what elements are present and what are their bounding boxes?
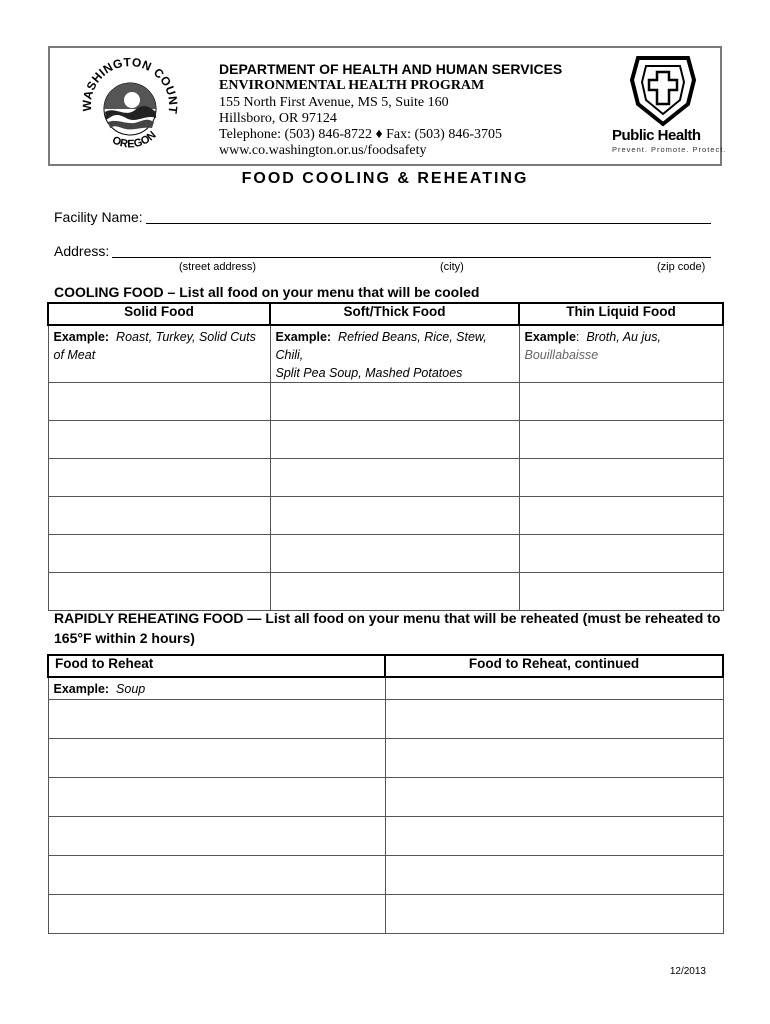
table-cell[interactable] bbox=[385, 894, 723, 933]
example-cell-soft bbox=[270, 325, 519, 383]
table-cell[interactable] bbox=[48, 535, 270, 573]
reheating-section-title: RAPIDLY REHEATING FOOD — List all food on your menu that will be reheated (must be reheated to bbox=[54, 610, 721, 626]
facility-name-field[interactable] bbox=[146, 223, 711, 224]
washington-county-logo bbox=[80, 52, 180, 157]
table-row bbox=[48, 535, 723, 573]
table-cell[interactable] bbox=[385, 699, 723, 738]
city-state: Hillsboro, OR 97124 bbox=[219, 111, 337, 126]
column-header-thin-liquid-food: Thin Liquid Food bbox=[519, 303, 723, 325]
cooling-section-title: COOLING FOOD – List all food on your menu that will be cooled bbox=[54, 284, 480, 300]
table-cell[interactable] bbox=[270, 497, 519, 535]
example-value: Split Pea Soup, Mashed Potatoes bbox=[275, 366, 463, 380]
table-cell[interactable] bbox=[48, 573, 270, 611]
example-value: Soup bbox=[116, 682, 146, 696]
example-cell-reheat bbox=[48, 677, 385, 699]
example-value: Broth, Au jus, bbox=[586, 330, 661, 344]
address-field[interactable] bbox=[112, 257, 711, 258]
facility-name-label: Facility Name: bbox=[54, 209, 143, 225]
program-name: ENVIRONMENTAL HEALTH PROGRAM bbox=[219, 78, 485, 93]
table-cell[interactable] bbox=[270, 573, 519, 611]
public-health-logo bbox=[608, 54, 727, 154]
table-row bbox=[48, 738, 723, 777]
logo-text-bottom: OREGON bbox=[110, 129, 159, 151]
example-label: Example: bbox=[53, 682, 110, 696]
example-label: Example: bbox=[275, 330, 332, 344]
public-health-title: Public Health bbox=[612, 127, 701, 144]
form-title: FOOD COOLING & REHEATING bbox=[241, 170, 529, 187]
address-label: Address: bbox=[54, 243, 110, 259]
reheating-header-row bbox=[48, 655, 723, 677]
table-cell[interactable] bbox=[48, 777, 385, 816]
website: www.co.washington.or.us/foodsafety bbox=[219, 143, 427, 158]
example-cell-solid bbox=[48, 325, 270, 383]
table-cell[interactable] bbox=[48, 421, 270, 459]
table-row bbox=[48, 383, 723, 421]
column-header-food-to-reheat: Food to Reheat bbox=[48, 655, 385, 677]
phone-fax: Telephone: (503) 846-8722 ♦ Fax: (503) 846-3705 bbox=[219, 127, 503, 142]
reheating-table bbox=[47, 654, 724, 934]
table-cell[interactable] bbox=[519, 497, 723, 535]
cooling-header-row bbox=[48, 303, 723, 325]
table-cell[interactable] bbox=[519, 573, 723, 611]
table-cell[interactable] bbox=[48, 816, 385, 855]
table-cell[interactable] bbox=[48, 894, 385, 933]
table-cell[interactable] bbox=[48, 459, 270, 497]
table-row bbox=[48, 894, 723, 933]
shield-icon bbox=[608, 54, 718, 128]
table-cell[interactable] bbox=[48, 383, 270, 421]
city-hint: (city) bbox=[440, 261, 464, 273]
table-row bbox=[48, 459, 723, 497]
example-label: Example bbox=[524, 330, 576, 344]
table-cell[interactable] bbox=[270, 383, 519, 421]
table-cell[interactable] bbox=[519, 421, 723, 459]
column-header-solid-food: Solid Food bbox=[48, 303, 270, 325]
table-cell[interactable] bbox=[385, 777, 723, 816]
table-cell[interactable] bbox=[48, 738, 385, 777]
street-address: 155 North First Avenue, MS 5, Suite 160 bbox=[219, 95, 449, 110]
table-row bbox=[48, 699, 723, 738]
example-value: Bouillabaisse bbox=[524, 348, 599, 362]
street-address-hint: (street address) bbox=[179, 261, 257, 273]
example-row bbox=[48, 677, 723, 699]
table-cell[interactable] bbox=[48, 699, 385, 738]
table-cell[interactable] bbox=[385, 855, 723, 894]
example-value: of Meat bbox=[53, 348, 96, 362]
table-row bbox=[48, 421, 723, 459]
zip-code-hint: (zip code) bbox=[657, 261, 706, 273]
public-health-tagline: Prevent. Promote. Protect. bbox=[612, 145, 727, 154]
column-header-soft-thick-food: Soft/Thick Food bbox=[270, 303, 519, 325]
table-row bbox=[48, 497, 723, 535]
table-row bbox=[48, 855, 723, 894]
table-cell[interactable] bbox=[48, 855, 385, 894]
table-cell[interactable] bbox=[385, 816, 723, 855]
reheating-section-title-cont: 165°F within 2 hours) bbox=[54, 630, 195, 646]
table-cell[interactable] bbox=[519, 459, 723, 497]
table-row bbox=[48, 816, 723, 855]
table-cell[interactable] bbox=[270, 421, 519, 459]
example-value: Refried Beans, Rice, Stew, Chili, bbox=[275, 330, 487, 362]
table-cell[interactable] bbox=[519, 535, 723, 573]
table-cell[interactable] bbox=[270, 535, 519, 573]
table-row bbox=[48, 777, 723, 816]
table-cell[interactable] bbox=[519, 383, 723, 421]
table-cell[interactable] bbox=[385, 738, 723, 777]
table-cell[interactable] bbox=[48, 497, 270, 535]
example-row bbox=[48, 325, 723, 383]
example-cell-liquid: Example: Broth, Au jus, Bouillabaisse bbox=[519, 325, 723, 383]
column-header-food-to-reheat-continued: Food to Reheat, continued bbox=[385, 655, 723, 677]
example-value: Roast, Turkey, Solid Cuts bbox=[116, 330, 256, 344]
department-name: DEPARTMENT OF HEALTH AND HUMAN SERVICES bbox=[219, 61, 563, 77]
revision-date: 12/2013 bbox=[669, 966, 706, 977]
example-label: Example: bbox=[53, 330, 110, 344]
table-cell[interactable] bbox=[270, 459, 519, 497]
logo-text-top: WASHINGTON COUNT bbox=[80, 55, 180, 115]
table-row bbox=[48, 573, 723, 611]
table-cell[interactable] bbox=[385, 677, 723, 699]
cooling-table bbox=[47, 302, 724, 611]
